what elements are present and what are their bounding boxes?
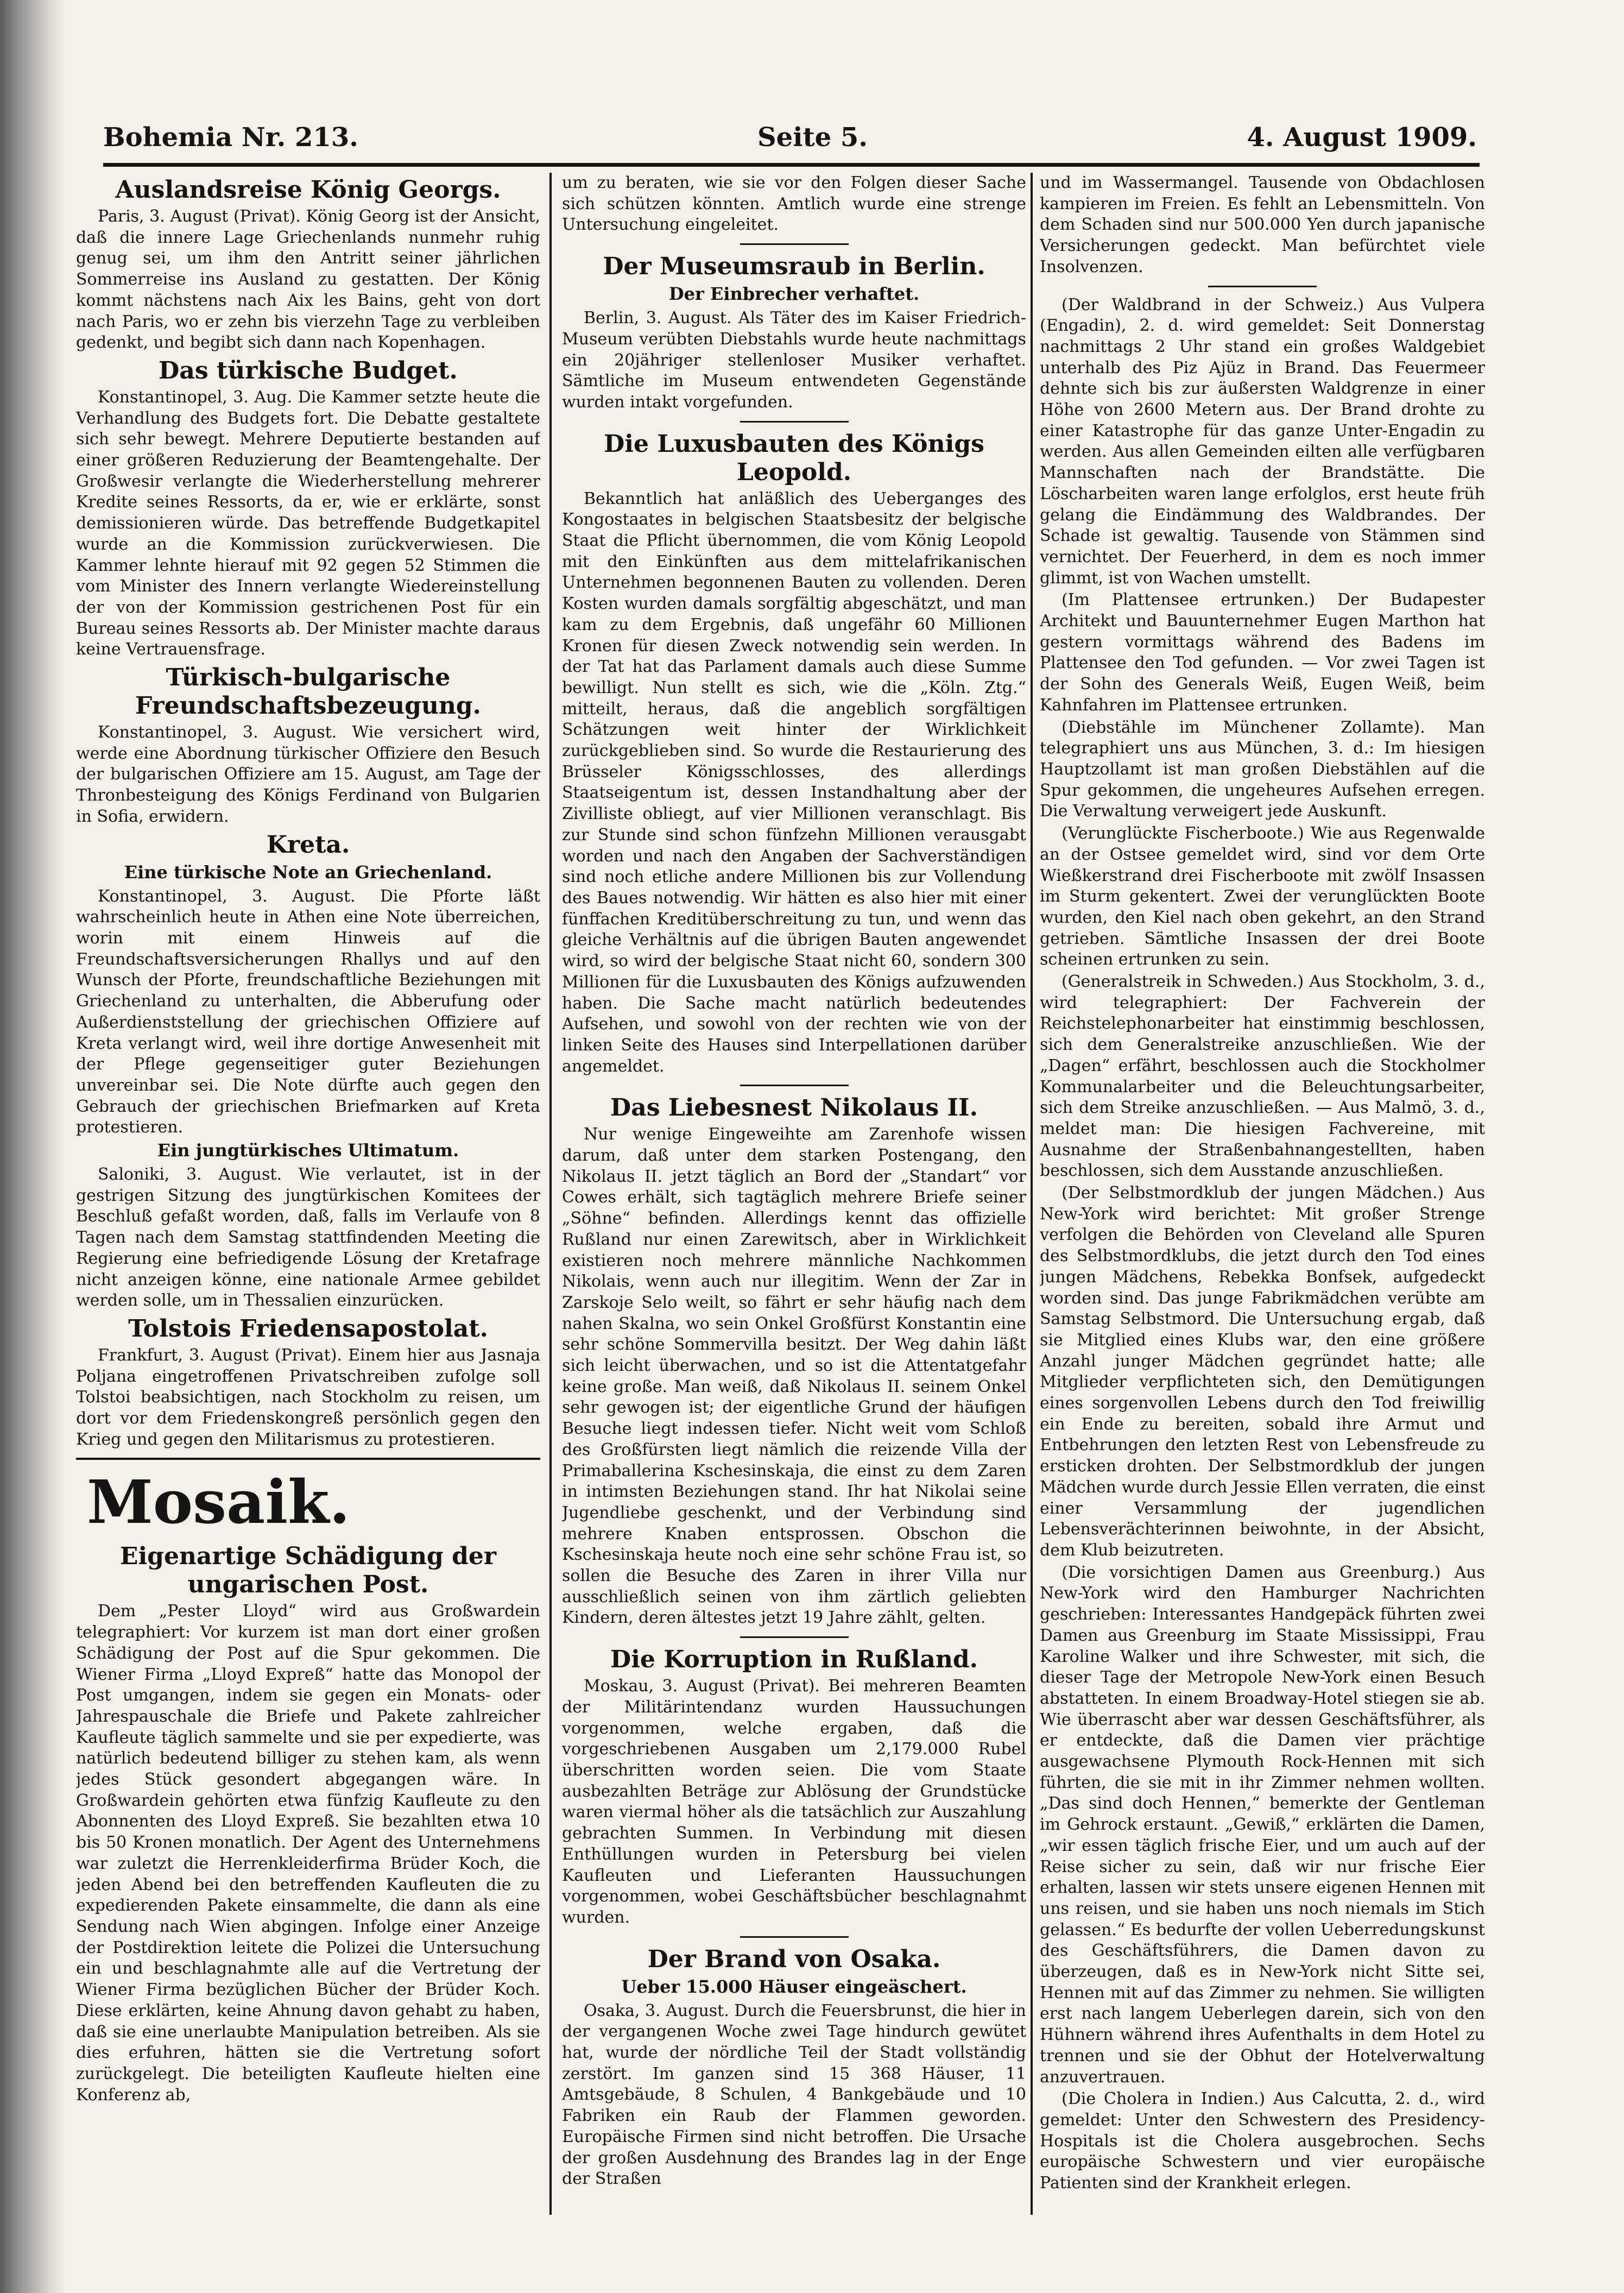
article-heading: Türkisch-bulgarische Freundschaftsbezeugung. bbox=[135, 664, 482, 720]
article-heading: Eigenartige Schädigung der ungarischen Post. bbox=[119, 1542, 497, 1599]
article-separator bbox=[740, 421, 849, 423]
news-item: (Der Selbstmordklub der jungen Mädchen.) Aus New-York wird berichtet: Mit großer Strenge verfolgen die Behörden von Cleveland alle Spuren des Selbstmordklubs, die jetzt durch den Tod eines jungen Mädchens, Rebekka Bonfsek, aufgedeckt worden sind. Das junge Fabrikmädchen verübte am Samstag Selbstmord. Die Untersuchung ergab, daß sie Mitglied eines Klubs war, den eine größere Anzahl junger Mädchen gegründet hatte; alle Mitglieder verpflichteten sich, den Demütigungen eines sorgenvollen Lebens durch den Tod freiwillig ein Ende zu bereiten, sobald ihre Armut und Entbehrungen den letzten Rest von Lebensfreude zu ersticken drohten. Der Selbstmordklub der jungen Mädchen wurde durch Jessie Ellen verraten, die einst einer Versammlung der jugendlichen Lebensverächterinnen beiwohnte, in der Absicht, dem Klub beizutreten. bbox=[1040, 1183, 1485, 1560]
news-item: (Die vorsichtigen Damen aus Greenburg.) Aus New-York wird den Hamburger Nachrichten geschrieben: Interessantes Handgepäck führten zwei Damen aus Greenburg im Staate Mississippi, Frau Karoline Walker und ihre Schwester, mit sich, die dieser Tage der Metropole New-York einen Besuch abstatteten. In einem Broadway-Hotel stiegen sie ab. Wie überrascht aber war dessen Geschäftsführer, als er entdeckte, daß die Damen vier prächtige ausgewachsene Plymouth Rock-Hennen mit sich führten, die sie mit in ihr Zimmer nehmen wollten. „Das sind doch Hennen,“ bemerkte der Gentleman im Gehrock erstaunt. „Gewiß,“ erklärten die Damen, „wir essen täglich frische Eier, und um auch auf der Reise sicher zu sein, daß wir nur frische Eier erhalten, lassen wir stets unsere eigenen Hennen mit uns reisen, und sie haben uns noch niemals im Stich gelassen.“ Es bedurfte der vollen Ueberredungskunst des Geschäftsführers, die Damen davon zu überzeugen, daß es in New-York nicht Sitte sei, Hennen mit auf das Zimmer zu nehmen. Sie willigten erst nach langem Ueberlegen darein, sich von den Hühnern während ihres Aufenthalts in dem Hotel zu trennen und sie der Obhut der Hotelverwaltung anzuvertrauen. bbox=[1040, 1563, 1485, 2087]
article-subheading: Ueber 15.000 Häuser eingeäschert. bbox=[621, 1976, 967, 1997]
article-heading: Der Museumsraub in Berlin. bbox=[603, 253, 985, 281]
article-text: um zu beraten, wie sie vor den Folgen dieser Sache sich schützen könnten. Amtlich wurde eine strenge Untersuchung eingeleitet. bbox=[562, 173, 1026, 235]
page-header bbox=[103, 122, 1477, 166]
article-text: Moskau, 3. August (Privat). Bei mehreren Beamten der Militärintendanz wurden Haussuchungen vorgenommen, welche ergaben, daß die vorgeschriebenen Ausgaben um 2,179.000 Rubel überschritten worden seien. Die vom Staate ausbezahlten Beträge zur Ablösung der Grundstücke waren viermal höher als die tatsächlich zur Auszahlung gebrachten Summen. In Verbindung mit diesen Enthüllungen wurden in Petersburg bei vielen Kaufleuten und Lieferanten Haussuchungen vorgenommen, wobei Geschäftsbücher beschlagnahmt wurden. bbox=[562, 1677, 1026, 1927]
article-subheading: Eine türkische Note an Griechenland. bbox=[124, 861, 492, 883]
news-item: (Verunglückte Fischerboote.) Wie aus Regenwalde an der Ostsee gemeldet wird, sind vor dem Orte Wießkerstrand drei Fischerboote mit zwölf Insassen im Sturm gekentert. Zwei der verunglückten Boote wurden, den Kiel nach oben gekehrt, an den Strand getrieben. Sämtliche Insassen der drei Boote scheinen ertrunken zu sein. bbox=[1040, 824, 1485, 969]
article-subheading: Ein jungtürkisches Ultimatum. bbox=[157, 1140, 459, 1161]
news-item: (Diebstähle im Münchener Zollamte). Man telegraphiert uns aus München, 3. d.: Im hiesigen Hauptzollamt ist man großen Diebstählen auf die Spur gekommen, die ungeheures Aufsehen erregen. Die Verwaltung verweigert jede Auskunft. bbox=[1040, 717, 1485, 821]
article-heading: Die Luxusbauten des Königs Leopold. bbox=[604, 430, 984, 486]
news-item: (Generalstreik in Schweden.) Aus Stockholm, 3. d., wird telegraphiert: Der Fachverein der Reichstelephonarbeiter hat einstimmig beschlossen, sich dem Generalstreike anzuschließen. Wie der „Dagen“ erfährt, beschlossen auch die Stockholmer Kommunalarbeiter und die Beleuchtungsarbeiter, sich dem Streike anzuschließen. — Aus Malmö, 3. d., meldet man: Die hiesigen Fachvereine, mit Ausnahme der Straßenbahnangestellten, haben beschlossen, sich dem Ausstande anzuschließen. bbox=[1040, 972, 1485, 1181]
article-text: Konstantinopel, 3. Aug. Die Kammer setzte heute die Verhandlung des Budgets fort. Die Debatte gestaltete sich sehr bewegt. Mehrere Deputierte bestanden auf einer größeren Reduzierung der Beamtengehalte. Der Großwesir verlangte die Wiederherstellung mehrerer Kredite seines Ressorts, da er, wie er erklärte, sonst demissionieren würde. Das betreffende Budgetkapitel wurde an die Kommission zurückverwiesen. Die Kammer lehnte hierauf mit 92 gegen 52 Stimmen die vom Minister des Innern verlangte Wiedereinstellung der von der Kommission gestrichenen Post für ein Bureau seines Ressorts ab. Der Minister machte daraus keine Vertrauensfrage. bbox=[76, 387, 540, 659]
article-heading: Auslandsreise König Georgs. bbox=[115, 176, 501, 204]
section-rule bbox=[76, 1458, 540, 1460]
article-heading: Das Liebesnest Nikolaus II. bbox=[610, 1094, 978, 1122]
column-divider-2 bbox=[1031, 173, 1033, 2215]
column-divider-1 bbox=[549, 173, 552, 2215]
scan-edge-shadow bbox=[0, 0, 65, 2293]
article-separator bbox=[1208, 286, 1317, 287]
article-text: Konstantinopel, 3. August. Die Pforte läßt wahrscheinlich heute in Athen eine Note überreichen, worin mit einem Hinweis auf die Freundschaftsversicherungen Rhallys und auf den Wunsch der Pforte, freundschaftliche Beziehungen mit Griechenland zu unterhalten, die Abberufung oder Außerdienststellung der griechischen Offiziere auf Kreta verlangt wird, weil ihre dortige Anwesenheit mit der Pflege gegenseitiger guter Beziehungen unvereinbar sei. Die Note dürfte auch gegen den Gebrauch der griechischen Briefmarken auf Kreta protestieren. bbox=[76, 886, 540, 1137]
article-text: Nur wenige Eingeweihte am Zarenhofe wissen darum, daß unter dem starken Postengang, den Nikolaus II. jetzt täglich an Bord der „Standart“ vor Cowes erhält, sich tagtäglich mehrere Briefe seiner „Söhne“ befinden. Allerdings kennt das offizielle Rußland nur einen Zarewitsch, aber in Wirklichkeit existieren noch mehrere männliche Nachkommen Nikolais, wenn auch nur illegitim. Wenn der Zar in Zarskoje Selo weilt, so fährt er sehr häufig nach dem nahen Skalna, wo sein Onkel Großfürst Konstantin eine sehr schöne Sommervilla besitzt. Der Weg dahin läßt sich leicht überwachen, und so ist die Attentatgefahr keine große. Man weiß, daß Nikolaus II. seinem Onkel sehr gewogen ist; der eigentliche Grund der häufigen Besuche liegt indessen tiefer. Nicht weit vom Schloß des Großfürsten liegt nämlich die reizende Villa der Primaballerina Kschesinskaja, die einst zu dem Zaren in intimsten Beziehungen stand. Ihr hat Nikolai seine Jugendliebe geschenkt, und der Verbindung sind mehrere Knaben entsprossen. Obschon die Kschesinskaja heute noch eine sehr schöne Frau ist, so sollen die Besuche des Zaren in ihrer Villa nur ausschließlich seinen von ihm zärtlich geliebten Kindern, deren ältestes jetzt 19 Jahre zählt, gelten. bbox=[562, 1125, 1026, 1628]
article-text: Osaka, 3. August. Durch die Feuersbrunst, die hier in der vergangenen Woche zwei Tage hindurch gewütet hat, wurde der nördliche Teil der Stadt vollständig zerstört. Im ganzen sind 15 368 Häuser, 11 Amtsgebäude, 8 Schulen, 4 Bankgebäude und 10 Fabriken ein Raub der Flammen geworden. Europäische Firmen sind nicht betroffen. Die Ursache der großen Ausdehnung des Brandes lag in der Enge der Straßen bbox=[562, 2001, 1026, 2189]
article-heading: Das türkische Budget. bbox=[159, 356, 458, 385]
article-heading: Kreta. bbox=[266, 830, 350, 859]
news-item: (Der Waldbrand in der Schweiz.) Aus Vulpera (Engadin), 2. d. wird gemeldet: Seit Donnerstag nachmittags 2 Uhr stand ein großes Waldgebiet unterhalb des Piz Ajüz in Brand. Das Feuermeer dehnte sich bis zur äußersten Waldgrenze in einer Höhe von 2600 Metern aus. Der Brand drohte zu einer Katastrophe für das ganze Unter-Engadin zu werden. Aus allen Gemeinden eilten alle verfügbaren Mannschaften nach der Brandstätte. Die Löscharbeiten waren lange erfolglos, erst heute früh gelang die Eindämmung des Waldbrandes. Der Schade ist gewaltig. Tausende von Stämmen sind vernichtet. Der Feuerherd, in dem es noch immer glimmt, ist von Wachen umstellt. bbox=[1040, 295, 1485, 588]
article-heading: Der Brand von Osaka. bbox=[647, 1945, 941, 1973]
article-text: Paris, 3. August (Privat). König Georg ist der Ansicht, daß die innere Lage Griechenlands nunmehr ruhig genug sei, um ihm den Antritt seiner jährlichen Sommerreise ins Ausland zu gestatten. Der König kommt nächstens nach Aix les Bains, geht von dort nach Paris, wo er zehn bis vierzehn Tage zu verbleiben gedenkt, und begibt sich dann nach Kopenhagen. bbox=[76, 207, 540, 352]
article-text: Konstantinopel, 3. August. Wie versichert wird, werde eine Abordnung türkischer Offiziere den Besuch der bulgarischen Offiziere am 15. August, am Tage der Thronbesteigung des Königs Ferdinand von Bulgarien in Sofia, erwidern. bbox=[76, 723, 540, 826]
header-issue: Bohemia Nr. 213. bbox=[103, 122, 358, 153]
column-3 bbox=[1040, 173, 1485, 2231]
article-subheading: Der Einbrecher verhaftet. bbox=[668, 284, 920, 305]
news-item: (Die Cholera in Indien.) Aus Calcutta, 2. d., wird gemeldet: Unter den Schwestern des Presidency-Hospitals ist die Cholera ausgebrochen. Sechs europäische Schwestern und vier europäische Patienten sind der Krankheit erlegen. bbox=[1040, 2089, 1485, 2193]
header-page-number: Seite 5. bbox=[757, 122, 868, 153]
article-text: und im Wassermangel. Tausende von Obdachlosen kampieren im Freien. Es fehlt an Lebensmitteln. Von dem Schaden sind nur 500.000 Yen durch japanische Versicherungen gedeckt. Man befürchtet viele Insolvenzen. bbox=[1040, 173, 1485, 276]
article-text: Berlin, 3. August. Als Täter des im Kaiser Friedrich-Museum verübten Diebstahls wurde heute nachmittags ein 20jähriger stellenloser Musiker verhaftet. Sämtliche im Museum entwendeten Gegenstände wurden intakt vorgefunden. bbox=[562, 308, 1026, 412]
article-heading: Tolstois Friedensapostolat. bbox=[128, 1314, 488, 1343]
article-separator bbox=[740, 1936, 849, 1938]
article-separator bbox=[740, 1636, 849, 1638]
article-text: Dem „Pester Lloyd“ wird aus Großwardein telegraphiert: Vor kurzem ist man dort einer großen Schädigung der Post auf die Spur gekommen. Die Wiener Firma „Lloyd Expreß“ hatte das Monopol der Post umgangen, indem sie gegen ein Monats- oder Jahrespauschale die Briefe und Pakete zahlreicher Kaufleute täglich sammelte und sie per expedierte, was natürlich bedeutend billiger zu stehen kam, als wenn jedes Stück gesondert abgegangen wäre. In Großwardein gehörten etwa fünfzig Kaufleute zu den Abonnenten des Lloyd Expreß. Sie bezahlten etwa 10 bis 50 Kronen monatlich. Der Agent des Unternehmens war zuletzt die Herrenkleiderfirma Brüder Koch, die jeden Abend bei den betreffenden Kaufleuten die zu expedierenden Pakete einsammelte, die dann als eine Sendung nach Wien abgingen. Infolge einer Anzeige der Postdirektion leitete die Polizei die Untersuchung ein und beschlagnahmte alle auf die Vertretung der Wiener Firma bezüglichen Bücher der Brüder Koch. Diese erklärten, keine Ahnung davon gehabt zu haben, daß sie eine unerlaubte Manipulation betreiben. Als sie dies erfuhren, hätten sie die Vertretung sofort zurückgelegt. Die beteiligten Kaufleute hielten eine Konferenz ab, bbox=[76, 1602, 540, 2105]
article-text: Frankfurt, 3. August (Privat). Einem hier aus Jasnaja Poljana eingetroffenen Privatschreiben zufolge soll Tolstoi beabsichtigen, nach Stockholm zu reisen, um dort vor dem Friedenskongreß persönlich gegen den Krieg und gegen den Militarismus zu protestieren. bbox=[76, 1345, 540, 1449]
article-text: Saloniki, 3. August. Wie verlautet, ist in der gestrigen Sitzung des jungtürkischen Komitees der Beschluß gefaßt worden, daß, falls im Verlaufe von 8 Tagen nach dem Samstag stattfindenden Meeting die Regierung eine befriedigende Lösung der Kretafrage nicht anzeigen könne, eine nationale Armee gebildet werden solle, um in Thessalien einzurücken. bbox=[76, 1165, 540, 1311]
column-2 bbox=[562, 173, 1026, 2231]
section-title-mosaik: Mosaik. bbox=[87, 1467, 350, 1538]
article-text: Bekanntlich hat anläßlich des Ueberganges des Kongostaates in belgischen Staatsbesitz der belgische Staat die Pflicht übernommen, die vom König Leopold mit den Einkünften aus dem mittelafrikanischen Unternehmen begonnenen Bauten zu vollenden. Deren Kosten wurden damals sorgfältig abgeschätzt, und man kam zu dem Ergebnis, daß ungefähr 60 Millionen Kronen für diesen Zweck notwendig sein werden. In der Tat hat das Parlament damals auch diese Summe bewilligt. Nun stellt es sich, wie die „Köln. Ztg.“ mitteilt, heraus, daß die angeblich sorgfältigen Schätzungen weit hinter der Wirklichkeit zurückgeblieben sind. So wurde die Restaurierung des Brüsseler Königsschlosses, des allerdings Staatseigentum ist, dessen Instandhaltung aber der Zivilliste obliegt, auf vier Millionen veranschlagt. Bis zur Stunde sind schon fünfzehn Millionen verausgabt worden und nach den Angaben der Sachverständigen sind noch etliche andere Millionen bis zur Vollendung des Baues notwendig. Wir hätten es also hier mit einer fünffachen Kreditüberschreitung zu tun, und wenn das gleiche Verhältnis auf die übrigen Bauten angewendet wird, so wird der belgische Staat nicht 60, sondern 300 Millionen für die Luxusbauten des Königs aufzuwenden haben. Die Sache macht natürlich bedeutendes Aufsehen, und sowohl von der rechten wie von der linken Seite des Hauses sind Interpellationen darüber angemeldet. bbox=[562, 489, 1026, 1076]
column-1 bbox=[76, 173, 540, 2231]
header-rule bbox=[103, 163, 1480, 167]
header-date: 4. August 1909. bbox=[1247, 122, 1477, 153]
article-heading: Die Korruption in Rußland. bbox=[610, 1646, 978, 1674]
article-separator bbox=[740, 1085, 849, 1086]
news-item: (Im Plattensee ertrunken.) Der Budapester Architekt und Bauunternehmer Eugen Marthon hat gestern vormittags während des Badens im Plattensee den Tod gefunden. — Vor zwei Tagen ist der Sohn des Generals Weiß, Eugen Weiß, beim Kahnfahren im Plattensee ertrunken. bbox=[1040, 590, 1485, 715]
article-separator bbox=[740, 243, 849, 245]
